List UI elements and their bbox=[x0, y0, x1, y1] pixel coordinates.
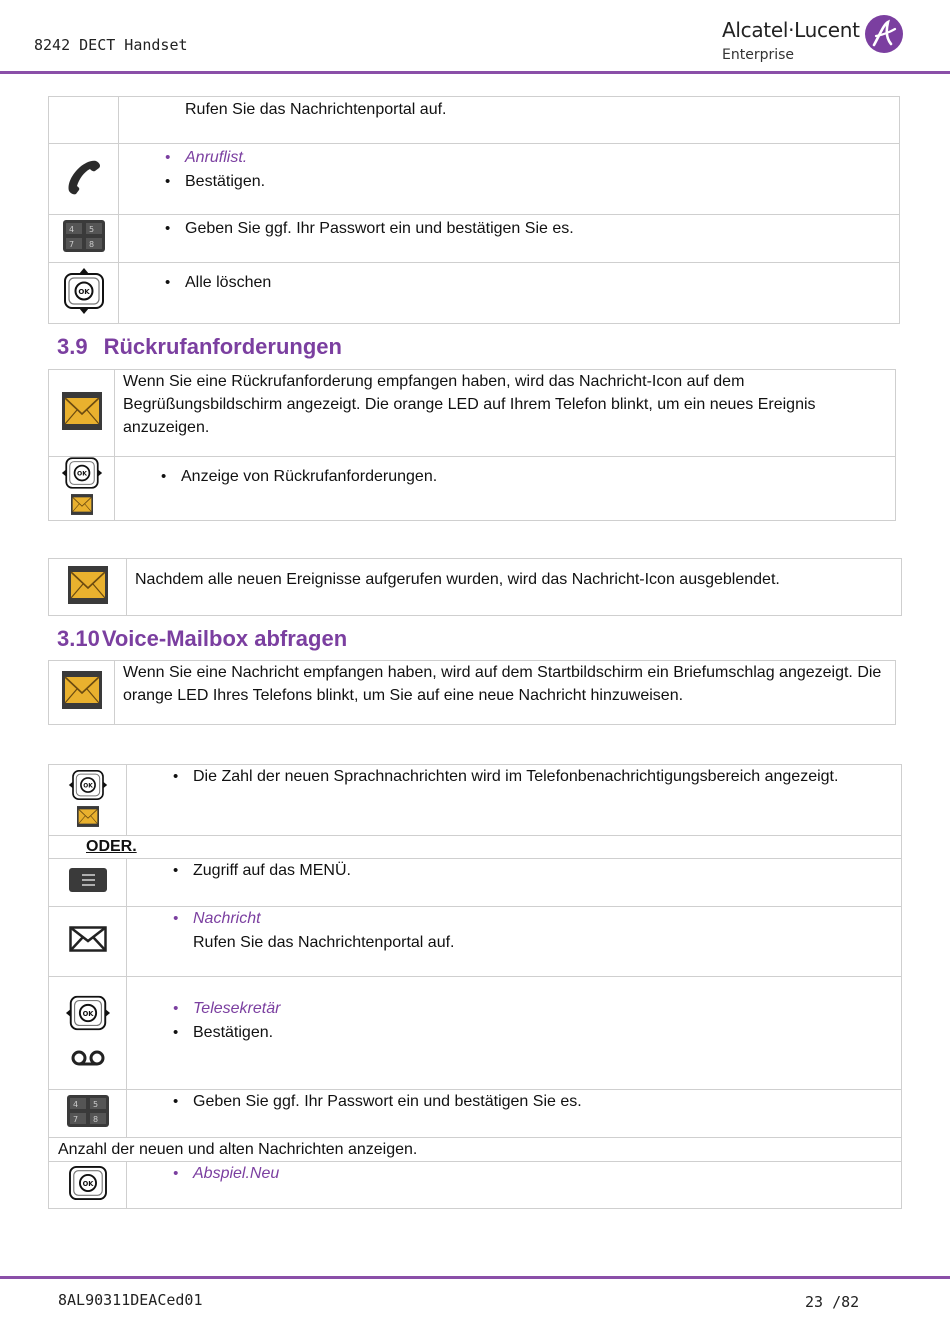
header-title: 8242 DECT Handset bbox=[34, 36, 188, 54]
menu-item-anruflist: • Anruflist. bbox=[157, 146, 899, 170]
step-list-cell bbox=[119, 263, 900, 324]
envelope-icon-cell bbox=[49, 661, 115, 725]
step-password: • Geben Sie ggf. Ihr Passwort ein und bestätigen Sie es. bbox=[157, 217, 899, 241]
envelope-yellow-icon bbox=[77, 806, 99, 827]
phone-handset-icon bbox=[64, 157, 104, 197]
intro-cell bbox=[115, 661, 896, 725]
section-number: 3.10 bbox=[57, 626, 100, 651]
oder-label: ODER. bbox=[86, 838, 137, 855]
footer-page-number: 23 /82 bbox=[805, 1293, 860, 1311]
full-width-cell bbox=[49, 1138, 902, 1162]
step-list-cell bbox=[127, 977, 902, 1090]
section-heading-3-10 bbox=[57, 626, 347, 652]
oder-cell bbox=[49, 836, 902, 859]
voicemail-intro-table bbox=[48, 660, 896, 725]
envelope-yellow-icon bbox=[68, 566, 108, 604]
nav-envelope-icon-cell bbox=[49, 457, 115, 521]
show-messages-count: Anzahl der neuen und alten Nachrichten anzeigen. bbox=[58, 1141, 418, 1158]
voicemail-intro: Wenn Sie eine Nachricht empfangen haben, wird auf dem Startbildschirm ein Briefumschlag angezeigt. Die orange LED Ihres Telefons blinkt, um Sie auf eine neue Nachricht hinzuweisen. bbox=[123, 664, 882, 704]
footer-rule bbox=[0, 1276, 950, 1279]
step-list-cell bbox=[115, 457, 896, 521]
header-rule bbox=[0, 71, 950, 74]
note-text: Nachdem alle neuen Ereignisse aufgerufen wurden, wird das Nachricht-Icon ausgeblendet. bbox=[135, 571, 780, 588]
brand-sub: Enterprise bbox=[722, 47, 795, 63]
envelope-outline-icon-cell bbox=[49, 907, 127, 977]
footer-doc-id: 8AL90311DEACed01 bbox=[58, 1291, 203, 1309]
step-open-menu: • Zugriff auf das MENÜ. bbox=[165, 859, 901, 883]
keypad-icon-cell bbox=[49, 215, 119, 263]
section-title: Rückrufanforderungen bbox=[103, 334, 342, 359]
step-password: • Geben Sie ggf. Ihr Passwort ein und bestätigen Sie es. bbox=[165, 1090, 901, 1114]
brand-name: Alcatel·Lucent bbox=[722, 18, 860, 42]
note-table bbox=[48, 558, 902, 616]
envelope-yellow-icon bbox=[71, 494, 93, 515]
step-list-cell bbox=[127, 1162, 902, 1209]
menu-key-icon bbox=[69, 868, 107, 892]
keypad-icon-cell bbox=[49, 1090, 127, 1138]
step-text bbox=[119, 97, 900, 144]
envelope-yellow-icon bbox=[62, 392, 102, 430]
step-list-cell bbox=[119, 144, 900, 215]
ok-navigator-icon bbox=[61, 457, 103, 489]
nav-envelope-icon-cell bbox=[49, 765, 127, 836]
menu-item-abspiel-neu: • Abspiel.Neu bbox=[165, 1162, 901, 1186]
envelope-icon-cell bbox=[49, 370, 115, 457]
steps-table-2 bbox=[48, 764, 902, 1209]
phone-icon-cell bbox=[49, 144, 119, 215]
ok-key-icon bbox=[68, 1165, 108, 1201]
menu-item-nachricht: • Nachricht bbox=[165, 907, 901, 931]
step-delete-all: • Alle löschen bbox=[157, 271, 899, 295]
keypad-icon bbox=[67, 1095, 109, 1127]
empty-icon-cell bbox=[49, 97, 119, 144]
envelope-icon-cell bbox=[49, 559, 127, 616]
step-list-cell bbox=[119, 215, 900, 263]
ok-navigator-icon bbox=[62, 267, 106, 315]
note-cell bbox=[127, 559, 902, 616]
alcatel-logo-icon bbox=[864, 14, 904, 54]
envelope-outline-icon bbox=[69, 926, 107, 952]
section-number: 3.9 bbox=[57, 334, 88, 359]
voicemail-icon bbox=[71, 1048, 105, 1068]
step-text-label: Rufen Sie das Nachrichtenportal auf. bbox=[185, 101, 447, 118]
step-list-cell bbox=[127, 907, 902, 977]
intro-cell bbox=[115, 370, 896, 457]
step-list-cell bbox=[127, 859, 902, 907]
envelope-yellow-icon bbox=[62, 671, 102, 709]
steps-table-1 bbox=[48, 96, 900, 324]
step-new-voice-count: • Die Zahl der neuen Sprachnachrichten wird im Telefonbenachrichtigungsbereich angezeigt. bbox=[165, 765, 901, 789]
step-confirm: • Bestätigen. bbox=[165, 1021, 901, 1045]
keypad-icon bbox=[63, 220, 105, 252]
menu-item-telesekretaer: • Telesekretär bbox=[165, 997, 901, 1021]
step-confirm: • Bestätigen. bbox=[157, 170, 899, 194]
step-show-callbacks: • Anzeige von Rückrufanforderungen. bbox=[153, 465, 895, 489]
ok-navigator-icon bbox=[65, 993, 111, 1033]
navigator-icon-cell bbox=[49, 263, 119, 324]
brand-logo bbox=[720, 14, 910, 70]
section-title: Voice-Mailbox abfragen bbox=[101, 626, 348, 651]
step-list-cell bbox=[127, 1090, 902, 1138]
nav-voicemail-icon-cell bbox=[49, 977, 127, 1090]
step-open-portal: Rufen Sie das Nachrichtenportal auf. bbox=[193, 934, 455, 951]
step-list-cell bbox=[127, 765, 902, 836]
ok-navigator-icon bbox=[68, 769, 108, 801]
callback-intro: Wenn Sie eine Rückrufanforderung empfangen haben, wird das Nachricht-Icon auf dem Begrüßungsbildschirm angezeigt. Die orange LED auf Ihrem Telefon blinkt, um ein neues Ereignis anzuzeigen. bbox=[123, 373, 816, 436]
callback-table bbox=[48, 369, 896, 521]
section-heading-3-9 bbox=[57, 334, 342, 360]
menu-icon-cell bbox=[49, 859, 127, 907]
ok-icon-cell bbox=[49, 1162, 127, 1209]
